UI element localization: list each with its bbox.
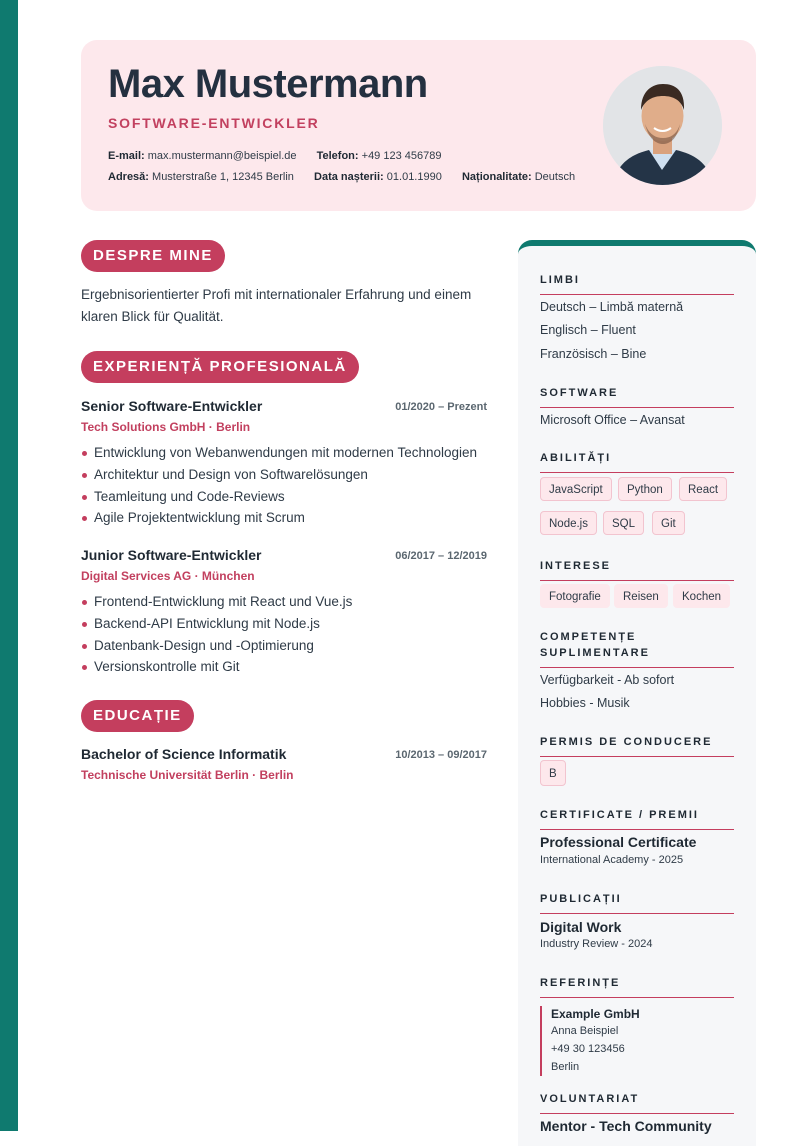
job-company-2: Digital Services AG · München bbox=[81, 569, 255, 583]
volunteer-heading: VOLUNTARIAT bbox=[540, 1091, 734, 1114]
address-value: Musterstraße 1, 12345 Berlin bbox=[152, 171, 294, 183]
references-heading: REFERINȚE bbox=[540, 975, 734, 998]
list-item: Frontend-Entwicklung mit React und Vue.js bbox=[81, 591, 352, 613]
interests-heading: INTERESE bbox=[540, 558, 734, 581]
skill-tag: Git bbox=[652, 511, 685, 535]
software-heading: SOFTWARE bbox=[540, 385, 734, 408]
list-item: Architektur und Design von Softwarelösungen bbox=[81, 464, 477, 486]
person-name: Max Mustermann bbox=[108, 62, 428, 106]
left-accent-stripe bbox=[0, 0, 18, 1131]
skill-tag: JavaScript bbox=[540, 477, 612, 501]
list-item: Backend-API Entwicklung mit Node.js bbox=[81, 613, 352, 635]
extra-skills-heading-line2: SUPLIMENTARE bbox=[540, 647, 650, 659]
header-card bbox=[81, 40, 756, 211]
reference-line: Anna Beispiel bbox=[551, 1025, 619, 1037]
birth-label: Data nașterii: bbox=[314, 171, 384, 183]
list-item: Datenbank-Design und -Optimierung bbox=[81, 635, 352, 657]
job-title-2: Junior Software-Entwickler bbox=[81, 547, 262, 563]
extra-skills-heading bbox=[540, 629, 734, 668]
profile-photo bbox=[603, 66, 722, 185]
certificate-sub: International Academy - 2025 bbox=[540, 854, 684, 866]
publication-title: Digital Work bbox=[540, 919, 622, 935]
license-heading: PERMIS DE CONDUCERE bbox=[540, 734, 734, 757]
list-item: Teamleitung und Code-Reviews bbox=[81, 486, 477, 508]
interest-tag: Reisen bbox=[614, 584, 668, 608]
extra-skill-item: Verfügbarkeit - Ab sofort bbox=[540, 673, 675, 687]
about-heading: DESPRE MINE bbox=[81, 240, 225, 272]
experience-heading: EXPERIENȚĂ PROFESIONALĂ bbox=[81, 351, 359, 383]
list-item: Agile Projektentwicklung mit Scrum bbox=[81, 507, 477, 529]
reference-company: Example GmbH bbox=[551, 1007, 640, 1021]
language-item: Französisch – Bine bbox=[540, 347, 647, 361]
volunteer-title: Mentor - Tech Community bbox=[540, 1118, 712, 1134]
contact-row-1 bbox=[108, 150, 441, 162]
skills-heading: ABILITĂȚI bbox=[540, 450, 734, 473]
interest-tag: Fotografie bbox=[540, 584, 610, 608]
job-title-1: Senior Software-Entwickler bbox=[81, 398, 263, 414]
birth-value: 01.01.1990 bbox=[386, 171, 442, 183]
email-value: max.mustermann@beispiel.de bbox=[147, 150, 297, 162]
certificate-title: Professional Certificate bbox=[540, 834, 697, 850]
job-bullets-1 bbox=[81, 442, 477, 529]
license-tag: B bbox=[540, 760, 566, 786]
list-item: Versionskontrolle mit Git bbox=[81, 656, 352, 678]
skill-tag: SQL bbox=[603, 511, 644, 535]
extra-skill-item: Hobbies - Musik bbox=[540, 696, 630, 710]
reference-line: +49 30 123456 bbox=[551, 1043, 625, 1055]
publications-heading: PUBLICAȚII bbox=[540, 891, 734, 914]
job-dates-2: 06/2017 – 12/2019 bbox=[395, 550, 487, 562]
languages-heading: LIMBI bbox=[540, 272, 734, 295]
reference-block bbox=[540, 1006, 640, 1076]
phone-label: Telefon: bbox=[316, 150, 359, 162]
job-dates-1: 01/2020 – Prezent bbox=[395, 401, 487, 413]
education-school: Technische Universität Berlin · Berlin bbox=[81, 768, 294, 782]
email-label: E-mail: bbox=[108, 150, 145, 162]
nationality-value: Deutsch bbox=[534, 171, 576, 183]
job-title: SOFTWARE-ENTWICKLER bbox=[108, 115, 320, 131]
publication-sub: Industry Review - 2024 bbox=[540, 938, 653, 950]
contact-row-2 bbox=[108, 171, 575, 183]
reference-line: Berlin bbox=[551, 1061, 580, 1073]
certificates-heading: CERTIFICATE / PREMII bbox=[540, 807, 734, 830]
language-item: Deutsch – Limbă maternă bbox=[540, 300, 684, 314]
nationality-label: Naționalitate: bbox=[461, 171, 532, 183]
sidebar bbox=[518, 240, 756, 1146]
phone-value: +49 123 456789 bbox=[361, 150, 442, 162]
list-item: Entwicklung von Webanwendungen mit modernen Technologien bbox=[81, 442, 477, 464]
language-item: Englisch – Fluent bbox=[540, 323, 636, 337]
job-bullets-2 bbox=[81, 591, 352, 678]
skill-tag: Python bbox=[618, 477, 672, 501]
about-text: Ergebnisorientierter Profi mit internationaler Erfahrung und einem klaren Blick für Qualität. bbox=[81, 287, 472, 324]
job-company-1: Tech Solutions GmbH · Berlin bbox=[81, 420, 251, 434]
skill-tag: React bbox=[679, 477, 727, 501]
interest-tag: Kochen bbox=[673, 584, 730, 608]
portrait-icon bbox=[603, 66, 722, 185]
software-item: Microsoft Office – Avansat bbox=[540, 413, 685, 427]
education-dates: 10/2013 – 09/2017 bbox=[395, 749, 487, 761]
education-heading: EDUCAȚIE bbox=[81, 700, 194, 732]
skill-tag: Node.js bbox=[540, 511, 597, 535]
education-degree: Bachelor of Science Informatik bbox=[81, 746, 287, 762]
address-label: Adresă: bbox=[108, 171, 149, 183]
extra-skills-heading-line1: COMPETENȚE bbox=[540, 631, 637, 643]
